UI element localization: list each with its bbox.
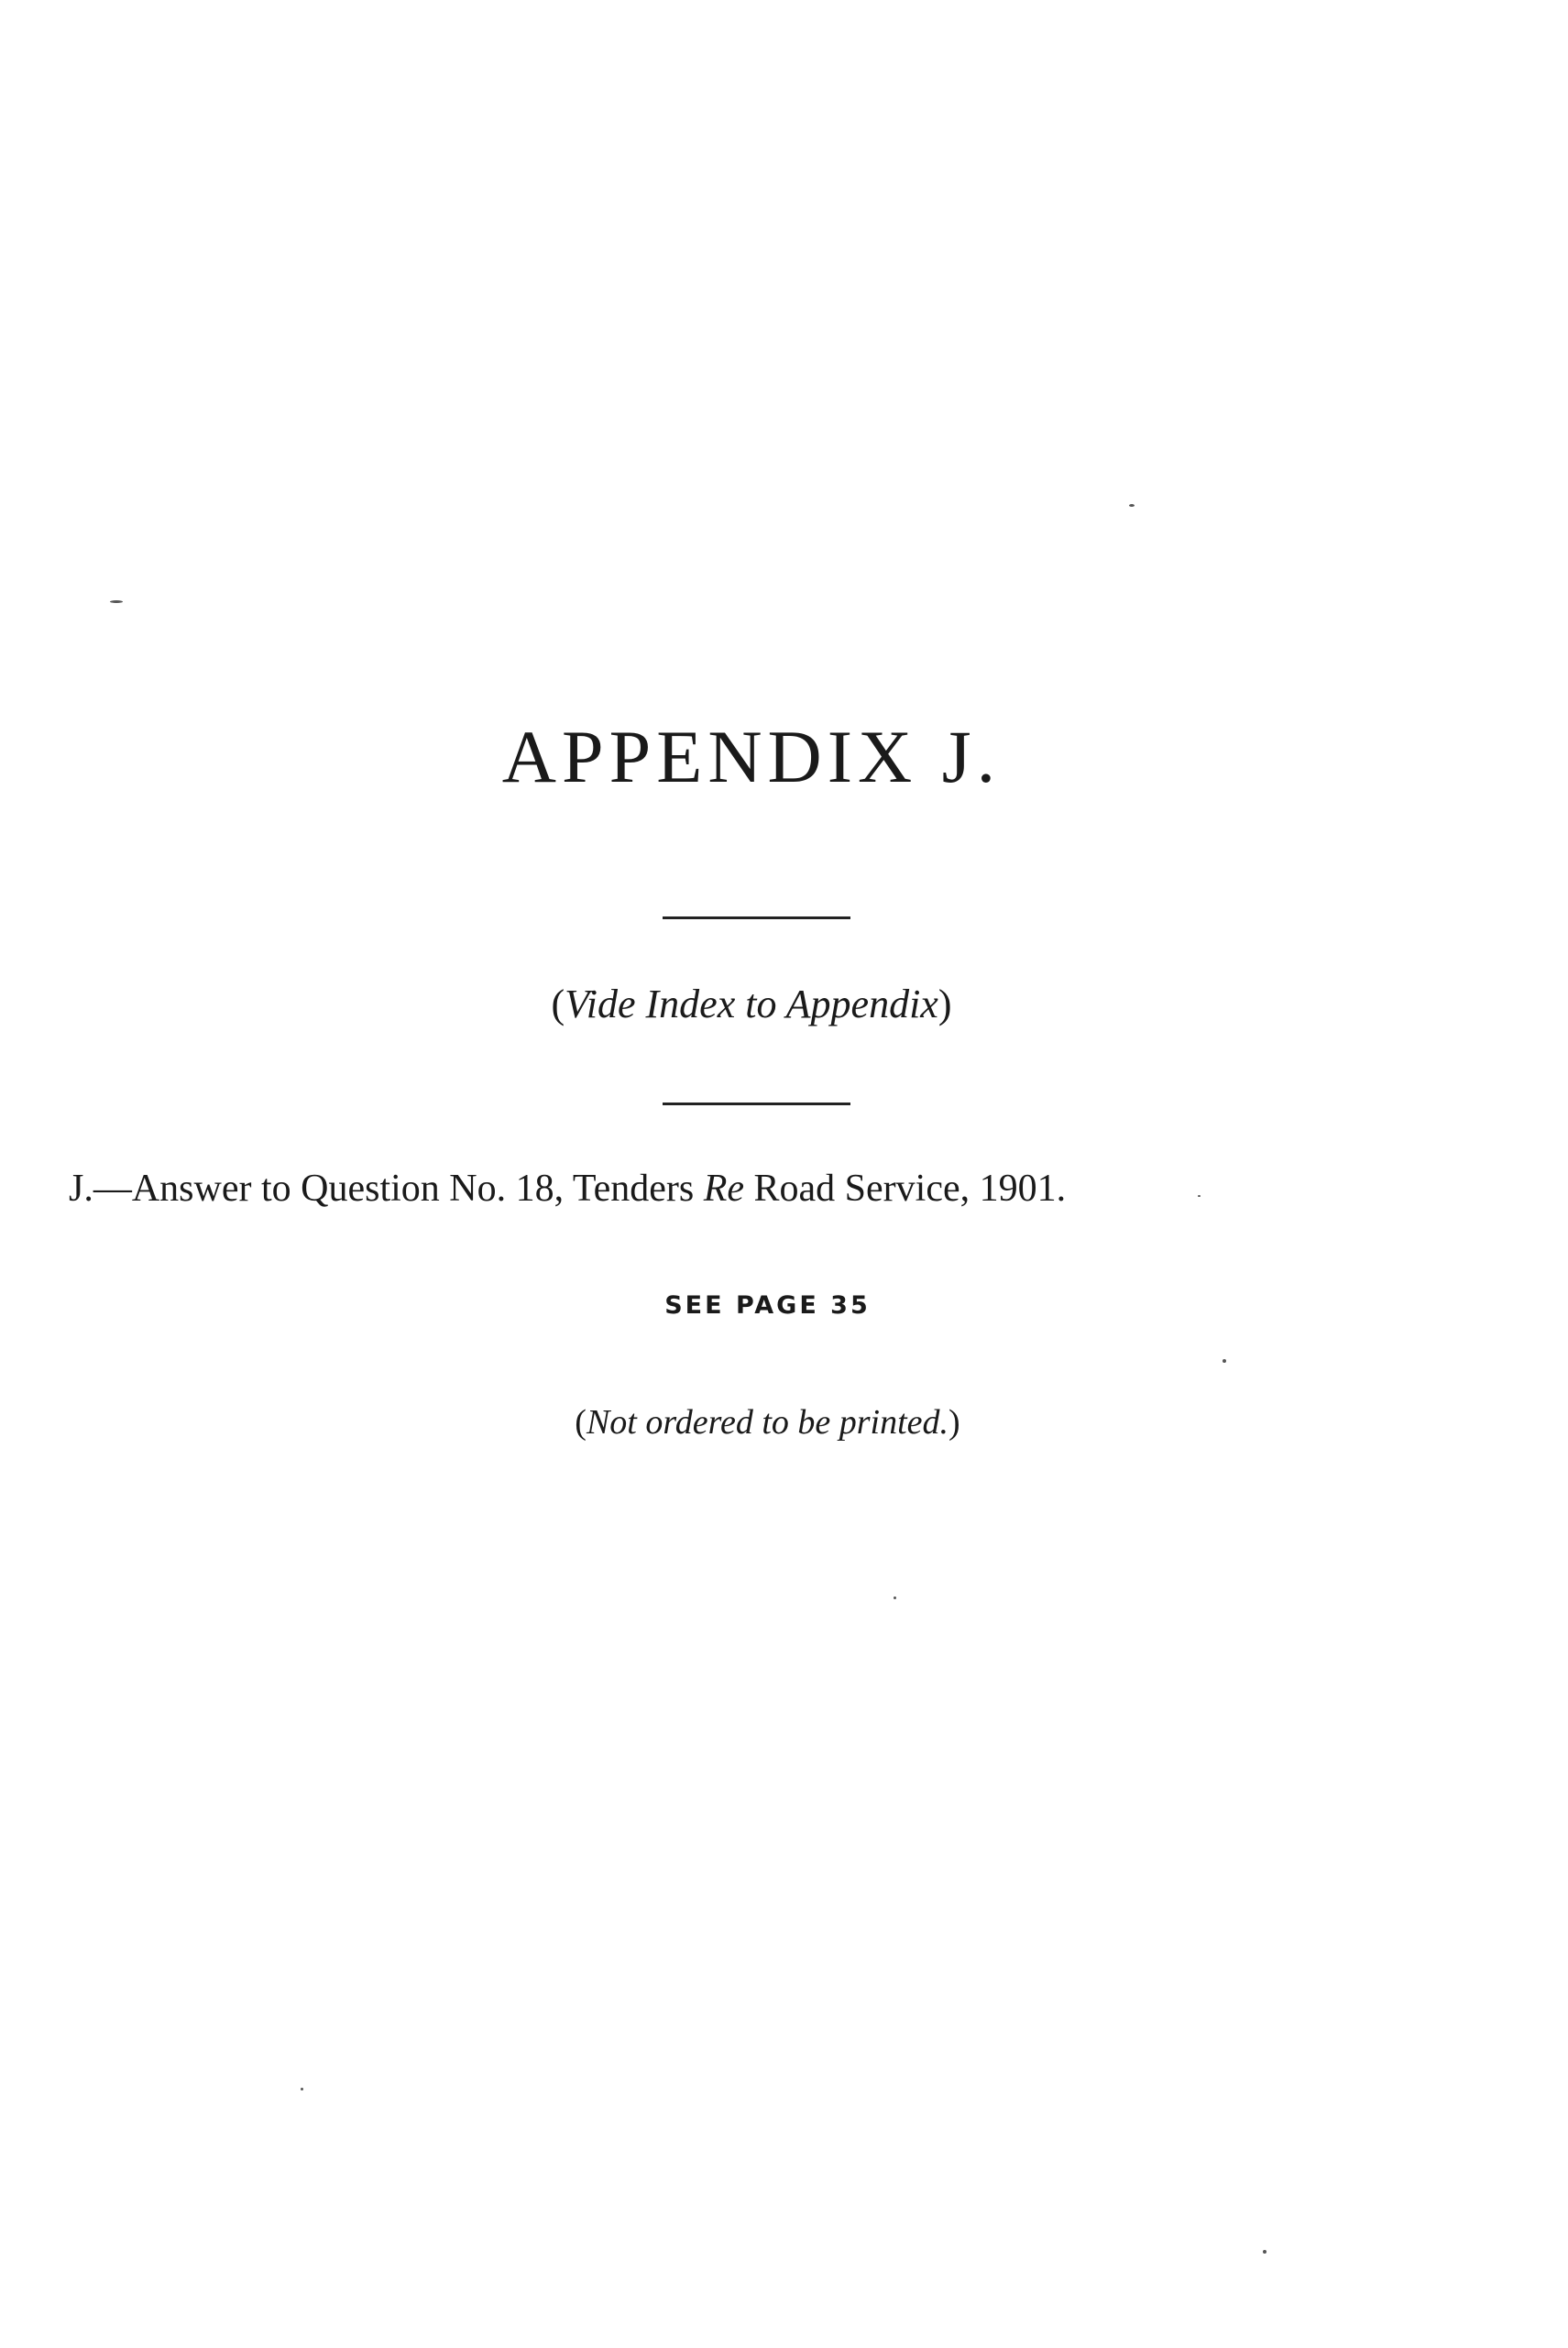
scan-speck — [1223, 1359, 1226, 1363]
scan-speck — [894, 1596, 896, 1599]
vide-index-note — [0, 984, 1503, 1025]
scan-speck — [110, 600, 123, 603]
note-close-paren: ) — [948, 1403, 960, 1442]
divider-rule-top — [663, 916, 850, 919]
see-page-reference: SEE PAGE 35 — [664, 1291, 871, 1320]
divider-rule-bottom — [663, 1103, 850, 1105]
scan-speck — [1198, 1195, 1201, 1197]
subtitle-italic-text: Vide Index to Appendix — [565, 982, 938, 1026]
entry-italic-re: Re — [703, 1168, 745, 1210]
note-open-paren: ( — [575, 1403, 587, 1442]
note-italic-text: Not ordered to be printed. — [586, 1403, 949, 1442]
entry-text-after: Road Service, 1901. — [744, 1168, 1067, 1210]
not-printed-note — [0, 1405, 1535, 1440]
entry-text-before: J.—Answer to Question No. 18, Tenders — [69, 1168, 704, 1210]
scan-speck — [1263, 2250, 1266, 2254]
appendix-title: APPENDIX J. — [501, 715, 1002, 798]
scan-speck — [301, 2088, 303, 2090]
appendix-entry — [69, 1169, 1066, 1208]
subtitle-open-paren: ( — [551, 982, 565, 1026]
scan-speck — [1129, 504, 1135, 507]
subtitle-close-paren: ) — [938, 982, 952, 1026]
